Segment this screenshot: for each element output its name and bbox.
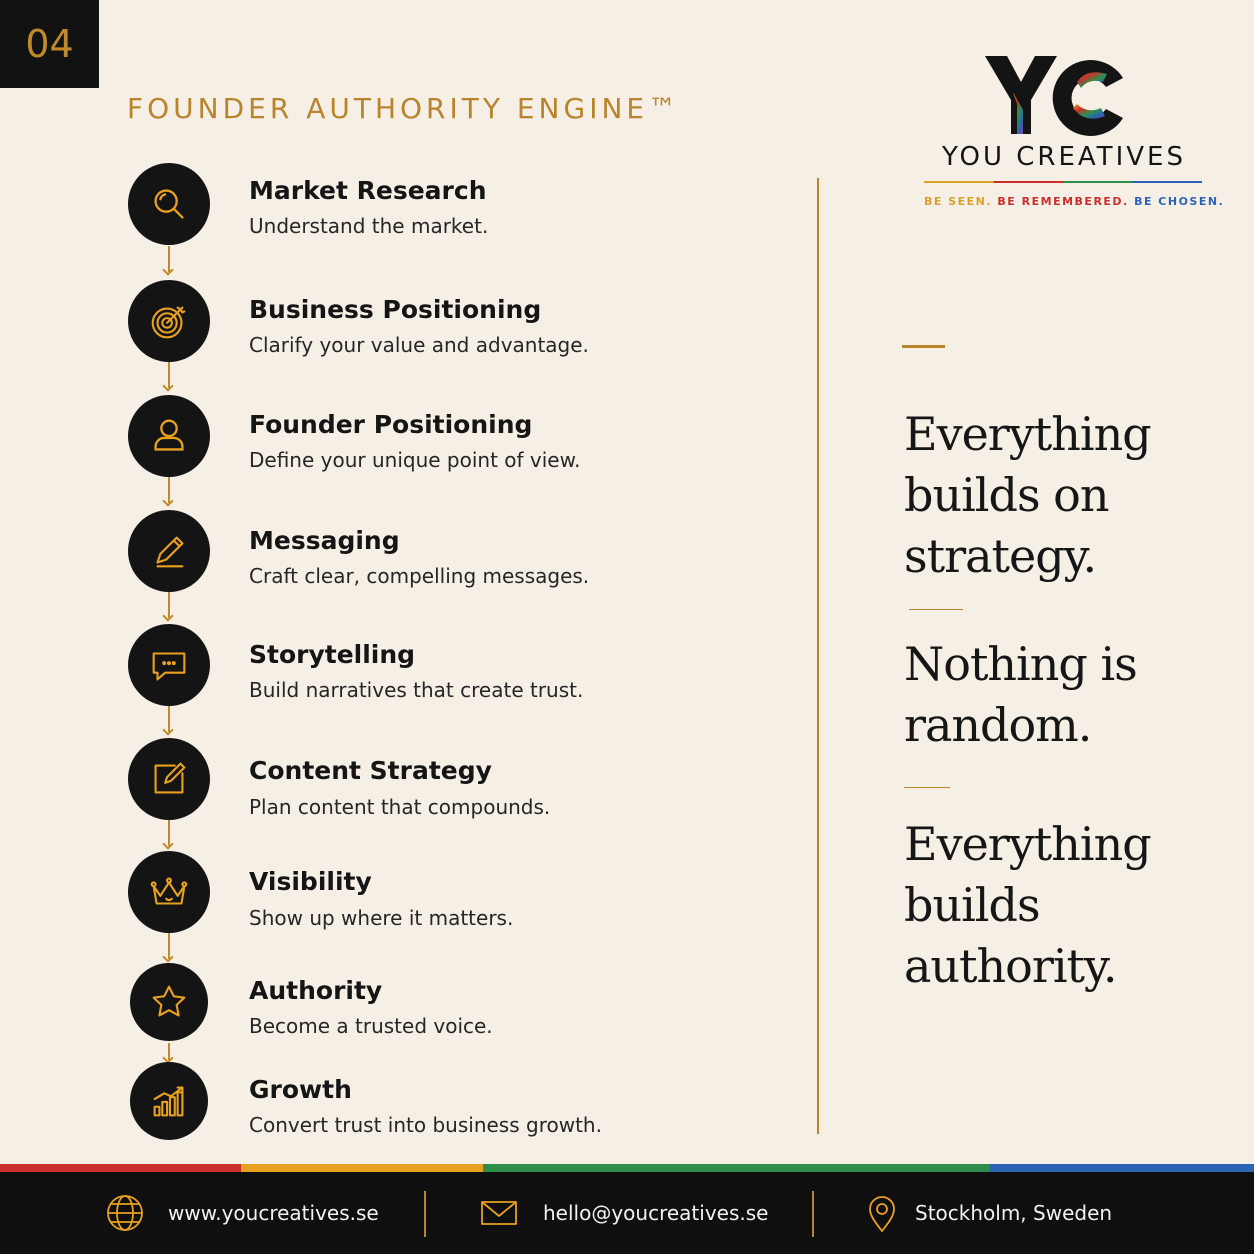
step-connector [168,246,170,272]
step-title: Market Research [249,176,487,205]
tagline-part: BE SEEN. [924,195,993,208]
step-title: Founder Positioning [249,410,533,439]
step-description: Show up where it matters. [249,906,514,930]
statement: Everything builds on strategy. [904,407,1151,583]
step-connector [168,362,170,388]
statement: Nothing is random. [904,637,1137,752]
step-description: Become a trusted voice. [249,1014,493,1038]
accent-rule [902,345,945,348]
chat-bubble-icon [128,624,210,706]
step-connector [168,477,170,503]
step-description: Define your unique point of view. [249,448,581,472]
step-connector [168,1043,170,1060]
step-description: Build narratives that create trust. [249,678,584,702]
brand-rule [924,181,1202,183]
step-description: Clarify your value and advantage. [249,333,589,357]
step-title: Messaging [249,526,400,555]
step-title: Visibility [249,867,372,896]
step-title: Business Positioning [249,295,542,324]
footer-location [862,1172,1112,1254]
person-icon [128,395,210,477]
target-icon [128,280,210,362]
color-stripe [0,1164,1254,1172]
yc-logo [983,52,1131,138]
step-title: Content Strategy [249,756,492,785]
step-title: Authority [249,976,383,1005]
location-pin-icon [862,1193,902,1233]
step-connector [168,820,170,846]
step-description: Craft clear, compelling messages. [249,564,590,588]
website-link[interactable]: www.youcreatives.se [168,1201,379,1225]
accent-rule [904,787,950,788]
step-title: Growth [249,1075,352,1104]
pencil-icon [128,510,210,592]
footer-website[interactable] [105,1172,379,1254]
statement: Everything builds authority. [904,817,1151,993]
brand-tagline [924,195,1225,208]
footer-separator [812,1191,814,1237]
step-title: Storytelling [249,640,416,669]
magnifier-icon [128,163,210,245]
star-icon [130,963,208,1041]
tagline-part: BE CHOSEN. [1134,195,1225,208]
step-description: Plan content that compounds. [249,795,551,819]
footer-email[interactable] [479,1172,768,1254]
step-description: Understand the market. [249,214,489,238]
tagline-part: BE REMEMBERED. [997,195,1129,208]
brand-name: YOU CREATIVES [942,142,1186,172]
page-number: 04 [0,0,99,88]
accent-rule [909,609,963,610]
vertical-divider [817,178,819,1134]
step-connector [168,933,170,959]
step-connector [168,706,170,732]
growth-chart-icon [130,1062,208,1140]
step-description: Convert trust into business growth. [249,1113,602,1137]
location-text: Stockholm, Sweden [915,1201,1113,1225]
edit-square-icon [128,738,210,820]
crown-icon [128,851,210,933]
envelope-icon [479,1193,519,1233]
globe-icon [105,1193,145,1233]
page-title: FOUNDER AUTHORITY ENGINE™ [127,92,681,125]
email-link[interactable]: hello@youcreatives.se [543,1201,769,1225]
footer-separator [424,1191,426,1237]
step-connector [168,592,170,618]
footer [0,1172,1254,1254]
